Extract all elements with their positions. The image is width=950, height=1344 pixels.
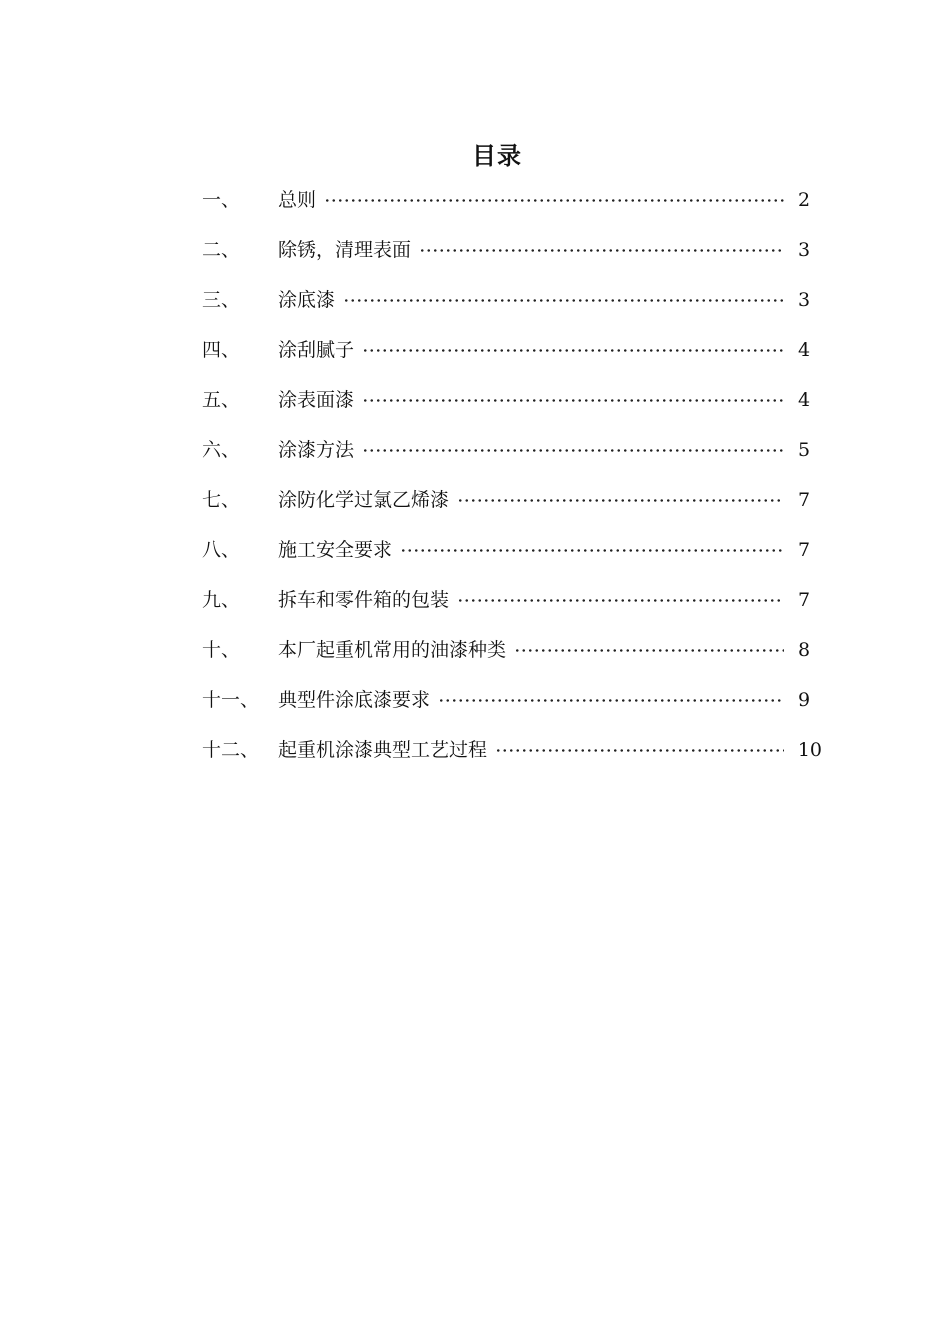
toc-title: 目录 — [472, 142, 522, 170]
toc-entry-title: 拆车和零件箱的包装 — [278, 589, 450, 611]
table-of-contents — [202, 186, 822, 786]
toc-entry-title: 总则 — [278, 189, 317, 211]
toc-entry-number: 四、 — [202, 339, 241, 361]
toc-entry[interactable] — [202, 186, 822, 236]
toc-entry-number: 二、 — [202, 239, 241, 261]
toc-entry[interactable] — [202, 636, 822, 686]
toc-entry-number: 十、 — [202, 639, 241, 661]
dot-leader — [457, 599, 784, 602]
toc-entry[interactable] — [202, 236, 822, 286]
toc-entry-page: 7 — [798, 539, 811, 561]
toc-entry-page: 5 — [798, 439, 811, 461]
toc-entry[interactable] — [202, 736, 822, 786]
toc-entry-title: 除锈，清理表面 — [278, 239, 412, 261]
toc-entry-title: 典型件涂底漆要求 — [278, 689, 431, 711]
toc-entry[interactable] — [202, 686, 822, 736]
toc-entry-number: 一、 — [202, 189, 241, 211]
toc-entry-number: 八、 — [202, 539, 241, 561]
toc-entry-page: 10 — [797, 739, 822, 761]
dot-leader — [400, 549, 784, 552]
toc-entry-page: 4 — [798, 339, 811, 361]
toc-entry-page: 3 — [798, 239, 811, 261]
toc-entry[interactable] — [202, 486, 822, 536]
dot-leader — [362, 349, 784, 352]
toc-entry[interactable] — [202, 436, 822, 486]
toc-entry-page: 2 — [798, 189, 811, 211]
toc-entry-page: 7 — [798, 489, 811, 511]
toc-entry-number: 五、 — [202, 389, 241, 411]
toc-entry-page: 3 — [798, 289, 811, 311]
toc-entry-page: 9 — [798, 689, 811, 711]
toc-entry-title: 起重机涂漆典型工艺过程 — [278, 739, 488, 761]
toc-entry-title: 涂防化学过氯乙烯漆 — [278, 489, 450, 511]
dot-leader — [457, 499, 784, 502]
toc-entry-title: 涂漆方法 — [278, 439, 355, 461]
dot-leader — [514, 649, 784, 652]
toc-entry-title: 施工安全要求 — [278, 539, 393, 561]
toc-entry-title: 涂刮腻子 — [278, 339, 355, 361]
toc-entry-number: 三、 — [202, 289, 241, 311]
dot-leader — [495, 749, 784, 752]
toc-entry-title: 本厂起重机常用的油漆种类 — [278, 639, 507, 661]
toc-entry-number: 七、 — [202, 489, 241, 511]
toc-entry[interactable] — [202, 336, 822, 386]
toc-entry-page: 4 — [798, 389, 811, 411]
dot-leader — [419, 249, 784, 252]
toc-entry[interactable] — [202, 586, 822, 636]
toc-entry-number: 九、 — [202, 589, 241, 611]
dot-leader — [438, 699, 784, 702]
toc-entry[interactable] — [202, 286, 822, 336]
dot-leader — [362, 449, 784, 452]
toc-entry-number: 十二、 — [202, 739, 260, 761]
toc-entry[interactable] — [202, 386, 822, 436]
dot-leader — [324, 199, 784, 202]
toc-entry-number: 六、 — [202, 439, 241, 461]
toc-entry[interactable] — [202, 536, 822, 586]
toc-entry-title: 涂表面漆 — [278, 389, 355, 411]
toc-entry-page: 8 — [798, 639, 811, 661]
dot-leader — [343, 299, 784, 302]
toc-entry-page: 7 — [798, 589, 811, 611]
toc-entry-number: 十一、 — [202, 689, 260, 711]
toc-entry-title: 涂底漆 — [278, 289, 336, 311]
dot-leader — [362, 399, 784, 402]
